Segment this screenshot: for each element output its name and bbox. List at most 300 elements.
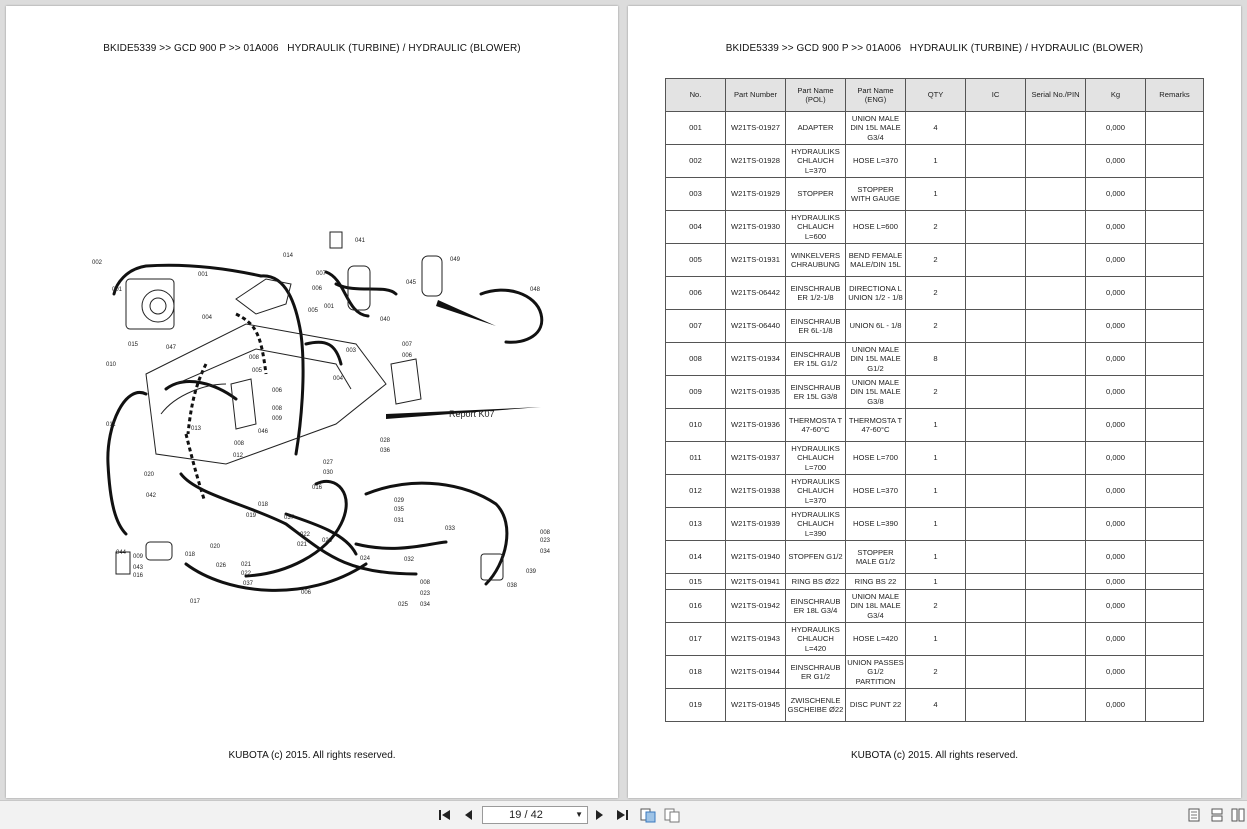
column-header: QTY (906, 79, 966, 112)
table-cell (1026, 475, 1086, 508)
part-callout: 041 (355, 238, 366, 244)
table-cell (966, 277, 1026, 310)
table-cell: HYDRAULIKS CHLAUCH L=700 (786, 442, 846, 475)
document-page-right (628, 6, 1241, 798)
table-cell: UNION MALE DIN 15L MALE G1/2 (846, 343, 906, 376)
continuous-layout-button[interactable] (1209, 807, 1225, 823)
table-cell: EINSCHRAUB ER 15L G1/2 (786, 343, 846, 376)
table-cell: 0,000 (1086, 376, 1146, 409)
part-callout: 013 (191, 426, 202, 432)
page-header: BKIDE5339 >> GCD 900 P >> 01A006 HYDRAULIK (TURBINE) / HYDRAULIC (BLOWER) (103, 43, 521, 54)
table-cell (1146, 689, 1204, 722)
table-cell: W21TS-01936 (726, 409, 786, 442)
part-callout: 047 (166, 345, 177, 351)
table-cell: EINSCHRAUB ER G1/2 (786, 656, 846, 689)
part-callout: 034 (420, 602, 431, 608)
table-cell (1146, 574, 1204, 590)
table-cell: 1 (906, 409, 966, 442)
table-cell: 0,000 (1086, 277, 1146, 310)
table-cell: 001 (666, 112, 726, 145)
table-cell: W21TS-01928 (726, 145, 786, 178)
part-callout: 030 (323, 470, 334, 476)
part-callout: 002 (92, 260, 103, 266)
part-callout: 023 (540, 538, 551, 544)
table-cell: HOSE L=600 (846, 211, 906, 244)
last-page-icon (615, 809, 629, 821)
table-cell: 2 (906, 376, 966, 409)
table-cell (966, 211, 1026, 244)
table-cell (966, 623, 1026, 656)
table-row (666, 409, 1204, 442)
table-cell: 0,000 (1086, 590, 1146, 623)
page-footer: KUBOTA (c) 2015. All rights reserved. (228, 750, 396, 761)
table-cell (1026, 689, 1086, 722)
part-callout: 014 (283, 253, 294, 259)
table-cell: HYDRAULIKS CHLAUCH L=370 (786, 145, 846, 178)
part-callout: 021 (241, 562, 252, 568)
part-callout: 008 (540, 530, 551, 536)
part-callout: 020 (210, 544, 221, 550)
column-header: Part Name (POL) (786, 79, 846, 112)
part-callout: 022 (300, 532, 311, 538)
table-cell: 0,000 (1086, 310, 1146, 343)
facing-page-icon (1231, 808, 1245, 822)
table-cell: DISC PUNT 22 (846, 689, 906, 722)
table-row (666, 277, 1204, 310)
table-cell: ZWISCHENLE GSCHEIBE Ø22 (786, 689, 846, 722)
table-cell: 1 (906, 178, 966, 211)
table-cell: DIRECTIONA L UNION 1/2 - 1/8 (846, 277, 906, 310)
table-cell: 1 (906, 508, 966, 541)
part-callout: 036 (380, 448, 391, 454)
part-callout: 048 (530, 287, 541, 293)
table-cell: 0,000 (1086, 442, 1146, 475)
table-cell: 4 (906, 112, 966, 145)
table-cell: 017 (666, 623, 726, 656)
table-cell: 0,000 (1086, 112, 1146, 145)
table-cell: 012 (666, 475, 726, 508)
table-cell (1146, 656, 1204, 689)
table-cell: 1 (906, 475, 966, 508)
table-row (666, 244, 1204, 277)
column-header: Part Name (ENG) (846, 79, 906, 112)
part-callout: 039 (526, 569, 537, 575)
table-cell: W21TS-01945 (726, 689, 786, 722)
table-cell: HOSE L=390 (846, 508, 906, 541)
hydraulic-diagram (86, 224, 556, 616)
table-cell: W21TS-01941 (726, 574, 786, 590)
part-callout: 024 (360, 556, 371, 562)
part-callout: 032 (404, 557, 415, 563)
table-cell (1026, 590, 1086, 623)
facing-layout-button[interactable] (1230, 807, 1246, 823)
table-cell: THERMOSTA T 47-60°C (786, 409, 846, 442)
part-callout: 006 (312, 286, 323, 292)
part-callout: 006 (272, 388, 283, 394)
table-cell: 2 (906, 656, 966, 689)
table-cell: 1 (906, 145, 966, 178)
part-callout: 033 (445, 526, 456, 532)
part-callout: 018 (185, 552, 196, 558)
table-cell (1146, 541, 1204, 574)
table-cell (1026, 310, 1086, 343)
part-callout: 001 (324, 304, 335, 310)
last-page-button[interactable] (614, 807, 630, 823)
table-cell (1146, 310, 1204, 343)
part-callout: 022 (241, 571, 252, 577)
table-cell: W21TS-01942 (726, 590, 786, 623)
table-cell: 0,000 (1086, 689, 1146, 722)
chevron-down-icon: ▼ (575, 810, 583, 819)
table-cell: 019 (666, 689, 726, 722)
table-cell (1146, 211, 1204, 244)
table-cell (1026, 343, 1086, 376)
table-cell (1146, 475, 1204, 508)
table-row (666, 376, 1204, 409)
table-cell: 1 (906, 574, 966, 590)
part-callout: 008 (234, 441, 245, 447)
table-cell: ADAPTER (786, 112, 846, 145)
table-cell: 015 (666, 574, 726, 590)
table-cell (966, 244, 1026, 277)
table-cell: RING BS 22 (846, 574, 906, 590)
part-callout: 003 (346, 348, 357, 354)
part-callout: 044 (116, 550, 127, 556)
table-row (666, 508, 1204, 541)
table-cell: EINSCHRAUB ER 18L G3/4 (786, 590, 846, 623)
table-cell (1026, 211, 1086, 244)
table-cell (1026, 277, 1086, 310)
table-row (666, 211, 1204, 244)
table-row (666, 112, 1204, 145)
table-cell (1026, 409, 1086, 442)
table-cell: 005 (666, 244, 726, 277)
table-cell: UNION MALE DIN 15L MALE G3/8 (846, 376, 906, 409)
table-cell: STOPFEN G1/2 (786, 541, 846, 574)
table-cell (1026, 112, 1086, 145)
part-callout: 038 (507, 583, 518, 589)
part-callout: 023 (420, 591, 431, 597)
table-cell: 014 (666, 541, 726, 574)
table-cell: 003 (666, 178, 726, 211)
table-row (666, 145, 1204, 178)
part-callout: 045 (406, 280, 417, 286)
part-callout: 040 (380, 317, 391, 323)
table-cell: RING BS Ø22 (786, 574, 846, 590)
table-cell (966, 343, 1026, 376)
column-header: Serial No./PIN (1026, 79, 1086, 112)
table-cell (1146, 112, 1204, 145)
table-cell: 0,000 (1086, 541, 1146, 574)
table-cell: W21TS-01935 (726, 376, 786, 409)
table-cell: W21TS-01930 (726, 211, 786, 244)
column-header: No. (666, 79, 726, 112)
part-callout: 025 (398, 602, 409, 608)
two-page-view-button[interactable] (664, 807, 680, 823)
table-row (666, 689, 1204, 722)
part-callout: 015 (128, 342, 139, 348)
table-cell: 002 (666, 145, 726, 178)
table-cell: EINSCHRAUB ER 15L G3/8 (786, 376, 846, 409)
viewer-toolbar (0, 800, 1247, 829)
table-cell: 2 (906, 310, 966, 343)
table-cell: 016 (666, 590, 726, 623)
table-cell: 006 (666, 277, 726, 310)
single-page-layout-button[interactable] (1186, 807, 1202, 823)
table-cell (966, 112, 1026, 145)
table-cell: UNION PASSES G1/2 PARTITION (846, 656, 906, 689)
table-cell (1146, 178, 1204, 211)
table-cell: W21TS-01937 (726, 442, 786, 475)
part-callout: 007 (316, 271, 327, 277)
single-page-icon (1188, 808, 1200, 822)
table-cell: W21TS-01929 (726, 178, 786, 211)
table-cell (966, 541, 1026, 574)
page-header: BKIDE5339 >> GCD 900 P >> 01A006 HYDRAULIK (TURBINE) / HYDRAULIC (BLOWER) (725, 43, 1144, 54)
table-cell (1026, 508, 1086, 541)
table-cell: 0,000 (1086, 211, 1146, 244)
table-row (666, 475, 1204, 508)
part-callout: 028 (380, 438, 391, 444)
table-cell: THERMOSTA T 47-60°C (846, 409, 906, 442)
first-page-button[interactable] (437, 807, 453, 823)
table-cell: W21TS-06442 (726, 277, 786, 310)
part-callout: 010 (106, 362, 117, 368)
part-callout: 035 (394, 507, 405, 513)
table-header-row (666, 79, 1204, 112)
part-callout: 019 (246, 513, 257, 519)
table-cell (966, 574, 1026, 590)
part-callout: 004 (333, 376, 344, 382)
column-header: Remarks (1146, 79, 1204, 112)
table-cell: HYDRAULIKS CHLAUCH L=390 (786, 508, 846, 541)
part-callout: 007 (402, 342, 413, 348)
table-row (666, 442, 1204, 475)
table-cell: W21TS-01940 (726, 541, 786, 574)
table-cell (1026, 541, 1086, 574)
part-callout: 026 (322, 538, 333, 544)
part-callout: 009 (133, 554, 144, 560)
table-cell: HYDRAULIKS CHLAUCH L=420 (786, 623, 846, 656)
table-cell: HOSE L=420 (846, 623, 906, 656)
part-callout: 049 (450, 257, 461, 263)
table-cell (966, 475, 1026, 508)
table-cell: 0,000 (1086, 178, 1146, 211)
table-cell: UNION 6L - 1/8 (846, 310, 906, 343)
column-header: Part Number (726, 79, 786, 112)
column-header: IC (966, 79, 1026, 112)
table-cell (966, 376, 1026, 409)
part-callout: 004 (202, 315, 213, 321)
table-cell (966, 590, 1026, 623)
page-view-icon (640, 807, 656, 823)
part-callout: 027 (323, 460, 334, 466)
table-cell: WINKELVERS CHRAUBUNG (786, 244, 846, 277)
table-cell (966, 656, 1026, 689)
part-callout: 034 (540, 549, 551, 555)
table-cell: HOSE L=370 (846, 475, 906, 508)
part-callout: 042 (146, 493, 157, 499)
table-cell: UNION MALE DIN 15L MALE G3/4 (846, 112, 906, 145)
table-cell: W21TS-01944 (726, 656, 786, 689)
table-cell (1146, 409, 1204, 442)
table-cell: W21TS-01934 (726, 343, 786, 376)
part-callout: 005 (252, 368, 263, 374)
table-cell: 1 (906, 442, 966, 475)
table-cell: 2 (906, 211, 966, 244)
table-cell (1026, 178, 1086, 211)
next-page-button[interactable] (592, 807, 608, 823)
table-cell: BEND FEMALE MALE/DIN 15L (846, 244, 906, 277)
table-cell: 8 (906, 343, 966, 376)
next-page-icon (595, 809, 605, 821)
part-callout: 017 (190, 599, 201, 605)
table-cell: 0,000 (1086, 574, 1146, 590)
table-cell: HYDRAULIKS CHLAUCH L=370 (786, 475, 846, 508)
table-cell: W21TS-01938 (726, 475, 786, 508)
table-cell (1026, 574, 1086, 590)
table-row (666, 574, 1204, 590)
column-header: Kg (1086, 79, 1146, 112)
table-cell: 010 (666, 409, 726, 442)
table-cell (1146, 376, 1204, 409)
page-select[interactable] (482, 806, 588, 824)
table-cell: W21TS-06440 (726, 310, 786, 343)
table-cell: 009 (666, 376, 726, 409)
table-cell: 004 (666, 211, 726, 244)
previous-page-icon (463, 809, 473, 821)
page-indicator: 19 / 42 (509, 809, 543, 821)
table-cell (966, 689, 1026, 722)
part-callout: 006 (301, 590, 312, 596)
table-cell (1146, 145, 1204, 178)
table-cell (1026, 376, 1086, 409)
table-cell: 008 (666, 343, 726, 376)
table-cell: HYDRAULIKS CHLAUCH L=600 (786, 211, 846, 244)
part-callout: 043 (133, 565, 144, 571)
part-callout: 016 (312, 485, 323, 491)
part-callout: 031 (394, 518, 405, 524)
part-callout: 046 (258, 429, 269, 435)
table-row (666, 541, 1204, 574)
table-cell: 007 (666, 310, 726, 343)
first-page-icon (438, 809, 452, 821)
part-callout: 001 (112, 287, 123, 293)
part-callout: 009 (272, 416, 283, 422)
table-cell: W21TS-01927 (726, 112, 786, 145)
two-page-view-icon (664, 807, 680, 823)
table-cell: 0,000 (1086, 475, 1146, 508)
part-callout: 020 (144, 472, 155, 478)
part-callout: 029 (394, 498, 405, 504)
table-cell: 4 (906, 689, 966, 722)
table-cell: 018 (666, 656, 726, 689)
table-cell: W21TS-01939 (726, 508, 786, 541)
part-callout: 037 (284, 515, 295, 521)
report-label: Report K07 (449, 409, 495, 419)
table-row (666, 590, 1204, 623)
table-cell (966, 442, 1026, 475)
table-cell: 2 (906, 277, 966, 310)
table-cell: HOSE L=370 (846, 145, 906, 178)
table-cell: HOSE L=700 (846, 442, 906, 475)
table-cell (1026, 442, 1086, 475)
table-cell (1146, 623, 1204, 656)
part-callout: 001 (198, 272, 209, 278)
table-cell: EINSCHRAUB ER 6L-1/8 (786, 310, 846, 343)
part-callout: 006 (402, 353, 413, 359)
table-row (666, 656, 1204, 689)
table-cell (966, 178, 1026, 211)
table-cell: EINSCHRAUB ER 1/2-1/8 (786, 277, 846, 310)
table-cell (1146, 277, 1204, 310)
table-cell: 2 (906, 244, 966, 277)
table-cell: 0,000 (1086, 343, 1146, 376)
table-body (666, 112, 1204, 722)
table-cell: STOPPER MALE G1/2 (846, 541, 906, 574)
table-row (666, 343, 1204, 376)
table-cell: STOPPER WITH GAUGE (846, 178, 906, 211)
table-row (666, 623, 1204, 656)
table-cell: UNION MALE DIN 18L MALE G3/4 (846, 590, 906, 623)
part-callout: 021 (297, 542, 308, 548)
part-callout: 008 (249, 355, 260, 361)
table-cell (1026, 623, 1086, 656)
table-cell: 2 (906, 590, 966, 623)
table-cell (966, 409, 1026, 442)
table-cell: 0,000 (1086, 623, 1146, 656)
table-row (666, 178, 1204, 211)
table-cell: 0,000 (1086, 244, 1146, 277)
part-callout: 012 (233, 453, 244, 459)
single-page-view-button[interactable] (640, 807, 656, 823)
part-callout: 026 (216, 563, 227, 569)
table-cell (1026, 656, 1086, 689)
table-cell (1146, 442, 1204, 475)
parts-table (665, 78, 1204, 722)
table-cell: W21TS-01943 (726, 623, 786, 656)
table-cell (966, 310, 1026, 343)
document-page-left (6, 6, 618, 798)
table-cell: 1 (906, 541, 966, 574)
continuous-page-icon (1211, 808, 1223, 822)
table-cell (1146, 343, 1204, 376)
table-cell: STOPPER (786, 178, 846, 211)
table-cell (1026, 145, 1086, 178)
table-cell: 0,000 (1086, 656, 1146, 689)
table-cell: 0,000 (1086, 508, 1146, 541)
table-cell (1146, 508, 1204, 541)
page-footer: KUBOTA (c) 2015. All rights reserved. (850, 750, 1019, 761)
part-callout: 018 (258, 502, 269, 508)
part-callout: 016 (133, 573, 144, 579)
table-cell (1146, 244, 1204, 277)
table-cell: 011 (666, 442, 726, 475)
table-cell (1146, 590, 1204, 623)
table-cell: 1 (906, 623, 966, 656)
part-callout: 011 (106, 422, 116, 428)
table-cell (1026, 244, 1086, 277)
table-cell (966, 508, 1026, 541)
part-callout: 008 (272, 406, 283, 412)
table-cell: 0,000 (1086, 145, 1146, 178)
part-callout: 008 (420, 580, 431, 586)
part-callout: 037 (243, 581, 254, 587)
previous-page-button[interactable] (460, 807, 476, 823)
table-cell: W21TS-01931 (726, 244, 786, 277)
table-cell: 013 (666, 508, 726, 541)
table-row (666, 310, 1204, 343)
